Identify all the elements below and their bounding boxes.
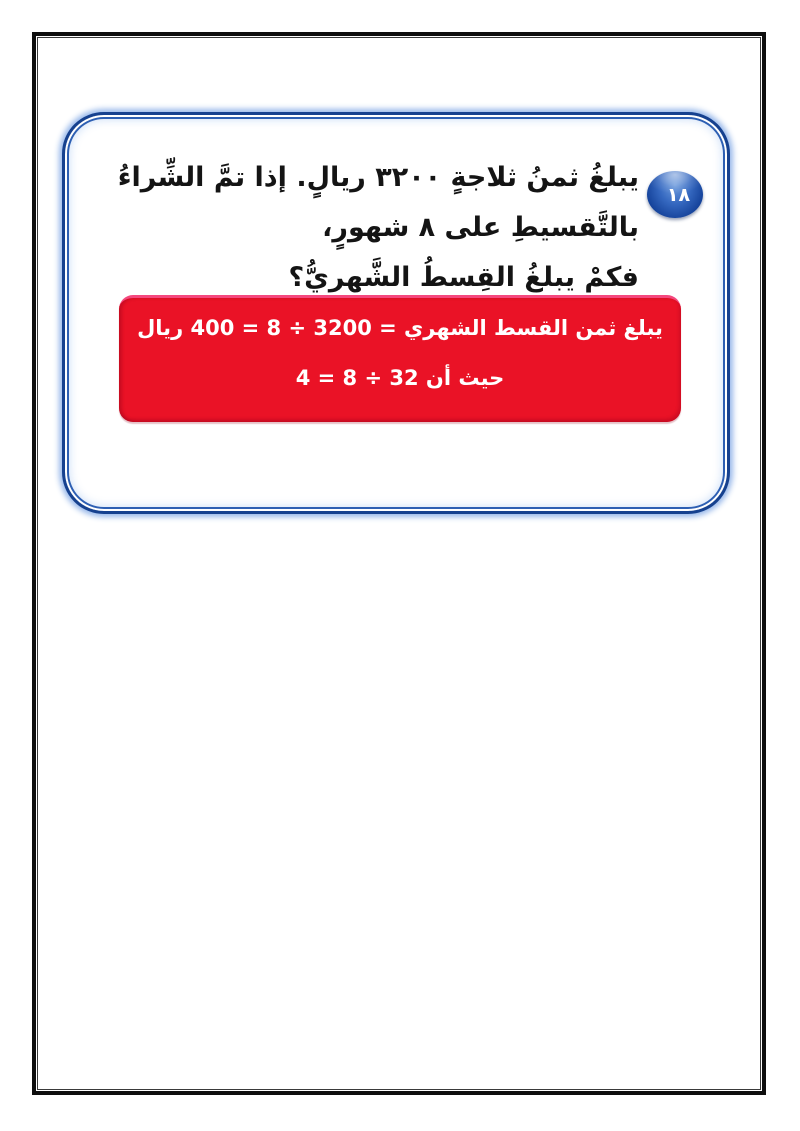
question-line-2: فكمْ يبلغُ القِسطُ الشَّهريُّ؟ — [288, 262, 639, 293]
answer-line-2: حيث أن 32 ÷ 8 = 4 — [295, 366, 505, 390]
question-number: ١٨ — [666, 183, 691, 206]
answer-line-1: يبلغ ثمن القسط الشهري = 3200 ÷ 8 = 400 ريال — [137, 316, 663, 340]
question-line-1: يبلغُ ثمنُ ثلاجةٍ ٣٢٠٠ ريالٍ. إذا تمَّ الشِّراءُ بالتَّقسيطِ على ٨ شهورٍ، — [117, 162, 639, 243]
question-number-badge — [647, 171, 703, 218]
question-text — [93, 153, 639, 303]
question-card — [62, 112, 730, 514]
answer-box — [119, 295, 681, 422]
